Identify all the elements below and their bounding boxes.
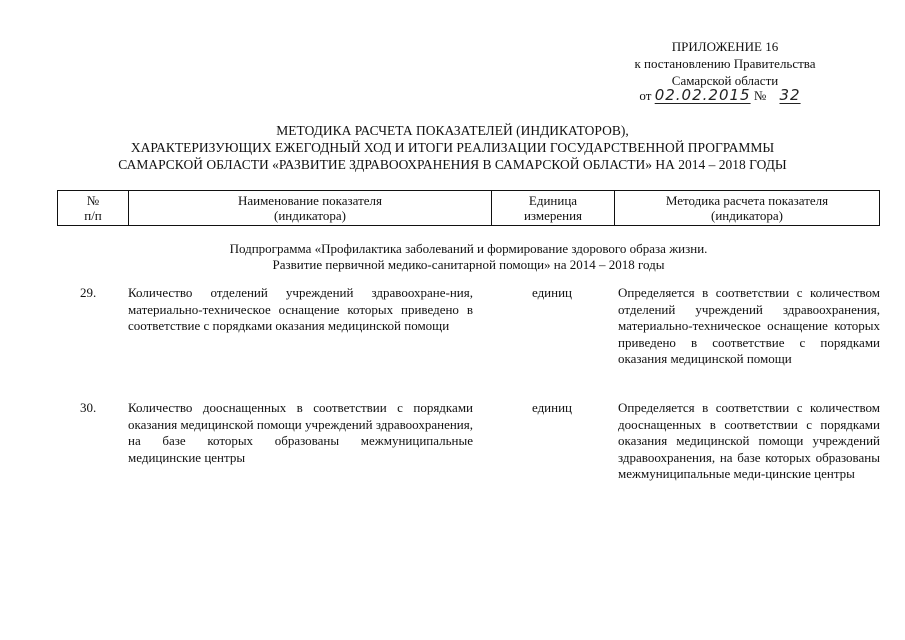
header-unit: [492, 191, 615, 226]
subprogram-line2: Развитие первичной медико-санитарной помощи» на 2014 – 2018 годы: [272, 257, 665, 272]
title-line: САМАРСКОЙ ОБЛАСТИ «РАЗВИТИЕ ЗДРАВООХРАНЕНИЯ В САМАРСКОЙ ОБЛАСТИ» НА 2014 – 2018 ГОДЫ: [118, 157, 787, 172]
subprogram-heading: [57, 241, 880, 273]
header-num-line1: №: [86, 193, 100, 208]
appendix-title: ПРИЛОЖЕНИЕ 16: [671, 39, 779, 54]
header-name: [129, 191, 492, 226]
indicator-method: Определяется в соответствии с количеством дооснащенных в соответствии с порядками оказания медицинской помощи учреждений здравоохранения, на базе которых образованы межмуниципальные меди-цинские центры: [618, 400, 880, 481]
row-number: 29.: [80, 285, 97, 300]
header-num-line2: п/п: [84, 208, 102, 223]
indicator-unit: единиц: [531, 285, 573, 300]
date-prefix: от: [639, 88, 652, 103]
header-method: [615, 191, 880, 226]
handwritten-number: 32: [779, 86, 801, 104]
header-unit-line2: измерения: [523, 208, 583, 223]
subprogram-line1: Подпрограмма «Профилактика заболеваний и формирование здорового образа жизни.: [229, 241, 708, 256]
title-line: ХАРАКТЕРИЗУЮЩИХ ЕЖЕГОДНЫЙ ХОД И ИТОГИ РЕАЛИЗАЦИИ ГОСУДАРСТВЕННОЙ ПРОГРАММЫ: [130, 140, 775, 155]
header-name-line1: Наименование показателя: [237, 193, 383, 208]
number-prefix: №: [753, 88, 767, 103]
document-title: [40, 122, 865, 173]
header-method-line2: (индикатора): [711, 208, 783, 223]
indicator-unit: единиц: [531, 400, 573, 415]
row-number: 30.: [80, 400, 97, 415]
header-method-line1: Методика расчета показателя: [665, 193, 829, 208]
header-num: [58, 191, 129, 226]
title-line: МЕТОДИКА РАСЧЕТА ПОКАЗАТЕЛЕЙ (ИНДИКАТОРОВ),: [276, 123, 629, 138]
handwritten-date: 02.02.2015: [654, 86, 751, 104]
indicator-name: Количество отделений учреждений здравоохране-ния, материально-техническое оснащение которых приведено в соответствие с порядками оказания медицинской помощи: [128, 285, 473, 333]
indicator-name: Количество дооснащенных в соответствии с порядками оказания медицинской помощи учреждений здравоохранения, на базе которых образованы межмуниципальные медицинские центры: [128, 400, 473, 465]
header-name-line2: (индикатора): [274, 208, 346, 223]
indicator-method: Определяется в соответствии с количеством отделений учреждений здравоохранения, материально-техническое оснащение которых приведено в соответствие с порядками оказания медицинской помощи: [618, 285, 880, 366]
appendix-line2: Самарской области: [671, 73, 779, 88]
appendix-line1: к постановлению Правительства: [634, 56, 816, 71]
appendix-date-line: [560, 87, 890, 104]
table-header: [57, 190, 880, 226]
header-unit-line1: Единица: [528, 193, 578, 208]
